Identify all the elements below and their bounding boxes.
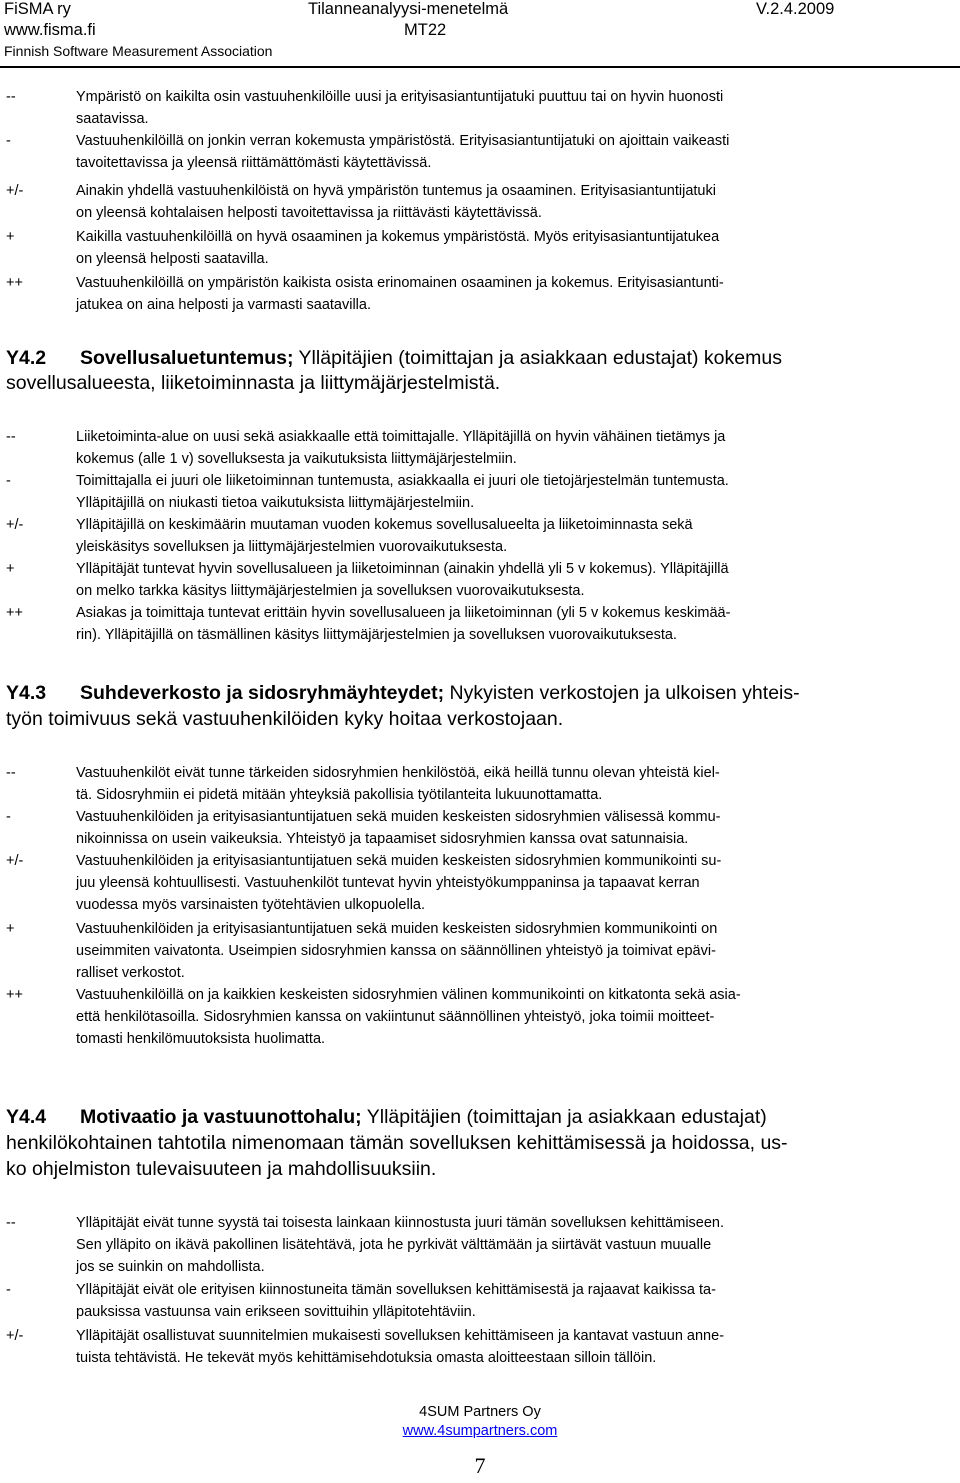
item-mark: + (6, 229, 15, 245)
section-desc: Ylläpitäjien (toimittajan ja asiakkaan edustajat) (366, 1106, 767, 1128)
item-mark: +/- (6, 183, 24, 199)
item-line: kokemus (alle 1 v) sovelluksesta ja vaikutuksista liittymäjärjestelmiin. (76, 451, 517, 467)
item-mark: +/- (6, 853, 24, 869)
item-line: Ylläpitäjät eivät tunne syystä tai toisesta lainkaan kiinnostusta juuri tämän sovelluksen kehittämiseen. (76, 1215, 725, 1231)
item-line: on yleensä helposti saatavilla. (76, 251, 269, 267)
header-version: V.2.4.2009 (756, 0, 835, 18)
section-code: Y4.2 (6, 347, 47, 369)
item-line: Vastuuhenkilöillä on ympäristön kaikista osista erinomainen osaaminen ja kokemus. Erityisasiantunti- (76, 275, 724, 291)
item-line: juu yleensä kohtuullisesti. Vastuuhenkilöt tuntevat hyvin yhteistyökumppaninsa ja tapaavat kerran (76, 875, 700, 891)
item-mark: ++ (6, 275, 23, 291)
item-line: yleiskäsitys sovelluksen ja liittymäjärjestelmien vuorovaikutuksesta. (76, 539, 508, 555)
section-desc: Nykyisten verkostojen ja ulkoisen yhteis- (449, 682, 800, 704)
header-title: Tilanneanalyysi-menetelmä (308, 0, 509, 18)
item-line: tavoitettavissa ja yleensä riittämättömästi käytettävissä. (76, 155, 432, 171)
item-line: Ylläpitäjät tuntevat hyvin sovellusalueen ja liiketoiminnan (ainakin yhdellä yli 5 v kokemus). Ylläpitäjillä (76, 561, 729, 577)
item-mark: -- (6, 1215, 16, 1231)
item-line: vuodessa myös varsinaisten työtehtävien ulkopuolella. (76, 897, 426, 913)
item-line: Vastuuhenkilöillä on ja kaikkien keskeisten sidosryhmien välinen kommunikointi on kitkatonta sekä asia- (76, 987, 741, 1003)
footer-website-wrap (0, 1421, 960, 1441)
section-code: Y4.4 (6, 1106, 47, 1128)
item-mark: + (6, 921, 15, 937)
item-mark: ++ (6, 987, 23, 1003)
item-line: nikoinnissa on usein vaikeuksia. Yhteistyö ja tapaamiset sidosryhmien kanssa ovat satunnaisia. (76, 831, 689, 847)
item-line: Vastuuhenkilöillä on jonkin verran kokemusta ympäristöstä. Erityisasiantuntijatuki on ajoittain vaikeasti (76, 133, 730, 149)
item-line: tuista tehtävistä. He tekevät myös kehittämisehdotuksia omasta aloitteestaan silloin tällöin. (76, 1350, 657, 1366)
item-mark: -- (6, 765, 16, 781)
item-line: saatavissa. (76, 111, 149, 127)
item-line: useimmiten vaivatonta. Useimpien sidosryhmien kanssa on säännöllinen yhteistyö ja toimivat epävi- (76, 943, 716, 959)
item-line: rin). Ylläpitäjillä on täsmällinen käsitys liittymäjärjestelmien ja sovelluksen vuorovaikutuksesta. (76, 627, 677, 643)
item-mark: ++ (6, 605, 23, 621)
item-mark: -- (6, 89, 16, 105)
item-line: Toimittajalla ei juuri ole liiketoiminnan tuntemusta, asiakkaalla ei juuri ole tietojärjestelmän tuntemusta. (76, 473, 729, 489)
footer-company: 4SUM Partners Oy (419, 1404, 541, 1420)
item-line: Ylläpitäjät osallistuvat suunnitelmien mukaisesti sovelluksen kehittämiseen ja kantavat vastuun anne- (76, 1328, 725, 1344)
item-line: Vastuuhenkilöiden ja erityisasiantuntijatuen sekä muiden keskeisten sidosryhmien kommunikointi on (76, 921, 718, 937)
item-line: Vastuuhenkilöiden ja erityisasiantuntijatuen sekä muiden keskeisten sidosryhmien kommunikointi su- (76, 853, 722, 869)
item-line: Asiakas ja toimittaja tuntevat erittäin hyvin sovellusalueen ja liiketoiminnan (yli 5 v kokemus keskimää- (76, 605, 731, 621)
item-mark: - (6, 133, 11, 149)
section-desc-line: ko ohjelmiston tulevaisuuteen ja mahdollisuuksiin. (6, 1158, 437, 1180)
item-line: pauksissa vastuunsa vain erikseen sovittuihin ylläpitotehtäviin. (76, 1304, 476, 1320)
page-number: 7 (474, 1453, 486, 1478)
item-mark: - (6, 1282, 11, 1298)
section-title: Sovellusaluetuntemus; (80, 347, 294, 369)
item-line: Vastuuhenkilöiden ja erityisasiantuntijatuen sekä muiden keskeisten sidosryhmien välisessä kommu- (76, 809, 721, 825)
section-desc-line: henkilökohtainen tahtotila nimenomaan tämän sovelluksen kehittämisessä ja hoidossa, us- (6, 1132, 788, 1154)
item-mark: -- (6, 429, 16, 445)
footer-website-link[interactable]: www.4sumpartners.com (402, 1423, 558, 1439)
item-mark: +/- (6, 1328, 24, 1344)
item-line: tä. Sidosryhmiin ei pidetä mitään yhteyksiä pakollisia työtilanteita lukuunottamatta. (76, 787, 603, 803)
header-org: FiSMA ry (4, 0, 71, 18)
item-line: Ylläpitäjillä on keskimäärin muutaman vuoden kokemus sovellusalueelta ja liiketoiminnasta sekä (76, 517, 693, 533)
section-code: Y4.3 (6, 682, 47, 704)
item-mark: - (6, 809, 11, 825)
item-line: Sen ylläpito on ikävä pakollinen lisätehtävä, jota he pyrkivät välttämään ja siirtävät vastuun muualle (76, 1237, 712, 1253)
item-line: jos se suinkin on mahdollista. (76, 1259, 265, 1275)
section-desc-line: työn toimivuus sekä vastuuhenkilöiden kyky hoitaa verkostojaan. (6, 708, 564, 730)
item-line: Vastuuhenkilöt eivät tunne tärkeiden sidosryhmien henkilöstöä, eikä heillä tunnu olevan yhteistä kiel- (76, 765, 720, 781)
section-heading-y44 (6, 1104, 767, 1131)
section-title: Motivaatio ja vastuunottohalu; (80, 1106, 362, 1128)
section-heading-y42 (6, 345, 782, 372)
section-desc: Ylläpitäjien (toimittajan ja asiakkaan edustajat) kokemus (298, 347, 782, 369)
item-line: ralliset verkostot. (76, 965, 185, 981)
section-heading-y43 (6, 680, 800, 707)
item-line: Ympäristö on kaikilta osin vastuuhenkilöille uusi ja erityisasiantuntijatuki puuttuu tai on hyvin huonosti (76, 89, 724, 105)
item-line: että henkilötasoilla. Sidosryhmien kanssa on vakiintunut säännöllinen yhteistyö, joka toimii moitteet- (76, 1009, 715, 1025)
item-line: Kaikilla vastuuhenkilöillä on hyvä osaaminen ja kokemus ympäristöstä. Myös erityisasiantuntijatukea (76, 229, 720, 245)
item-mark: - (6, 473, 11, 489)
item-line: tomasti henkilömuutoksista huolimatta. (76, 1031, 326, 1047)
item-line: Ylläpitäjillä on niukasti tietoa vaikutuksista liittymäjärjestelmiin. (76, 495, 475, 511)
header-org-full: Finnish Software Measurement Association (4, 43, 273, 59)
item-line: Ylläpitäjät eivät ole erityisen kiinnostuneita tämän sovelluksen kehittämisestä ja rajaavat kaikissa ta- (76, 1282, 716, 1298)
header-site: www.fisma.fi (4, 21, 96, 39)
item-line: Ainakin yhdellä vastuuhenkilöistä on hyvä ympäristön tuntemus ja osaaminen. Erityisasiantuntijatuki (76, 183, 716, 199)
item-line: on melko tarkka käsitys liittymäjärjestelmien ja sovelluksen vuorovaikutuksesta. (76, 583, 585, 599)
item-line: jatukea on aina helposti ja varmasti saatavilla. (76, 297, 371, 313)
item-mark: +/- (6, 517, 24, 533)
item-mark: + (6, 561, 15, 577)
header-code: MT22 (404, 21, 447, 39)
section-title: Suhdeverkosto ja sidosryhmäyhteydet; (80, 682, 445, 704)
item-line: Liiketoiminta-alue on uusi sekä asiakkaalle että toimittajalle. Ylläpitäjillä on hyvin vähäinen tietämys ja (76, 429, 726, 445)
item-line: on yleensä kohtalaisen helposti tavoitettavissa ja riittävästi käytettävissä. (76, 205, 542, 221)
header-rule (0, 66, 960, 68)
section-desc-line: sovellusalueesta, liiketoiminnasta ja liittymäjärjestelmistä. (6, 372, 501, 394)
